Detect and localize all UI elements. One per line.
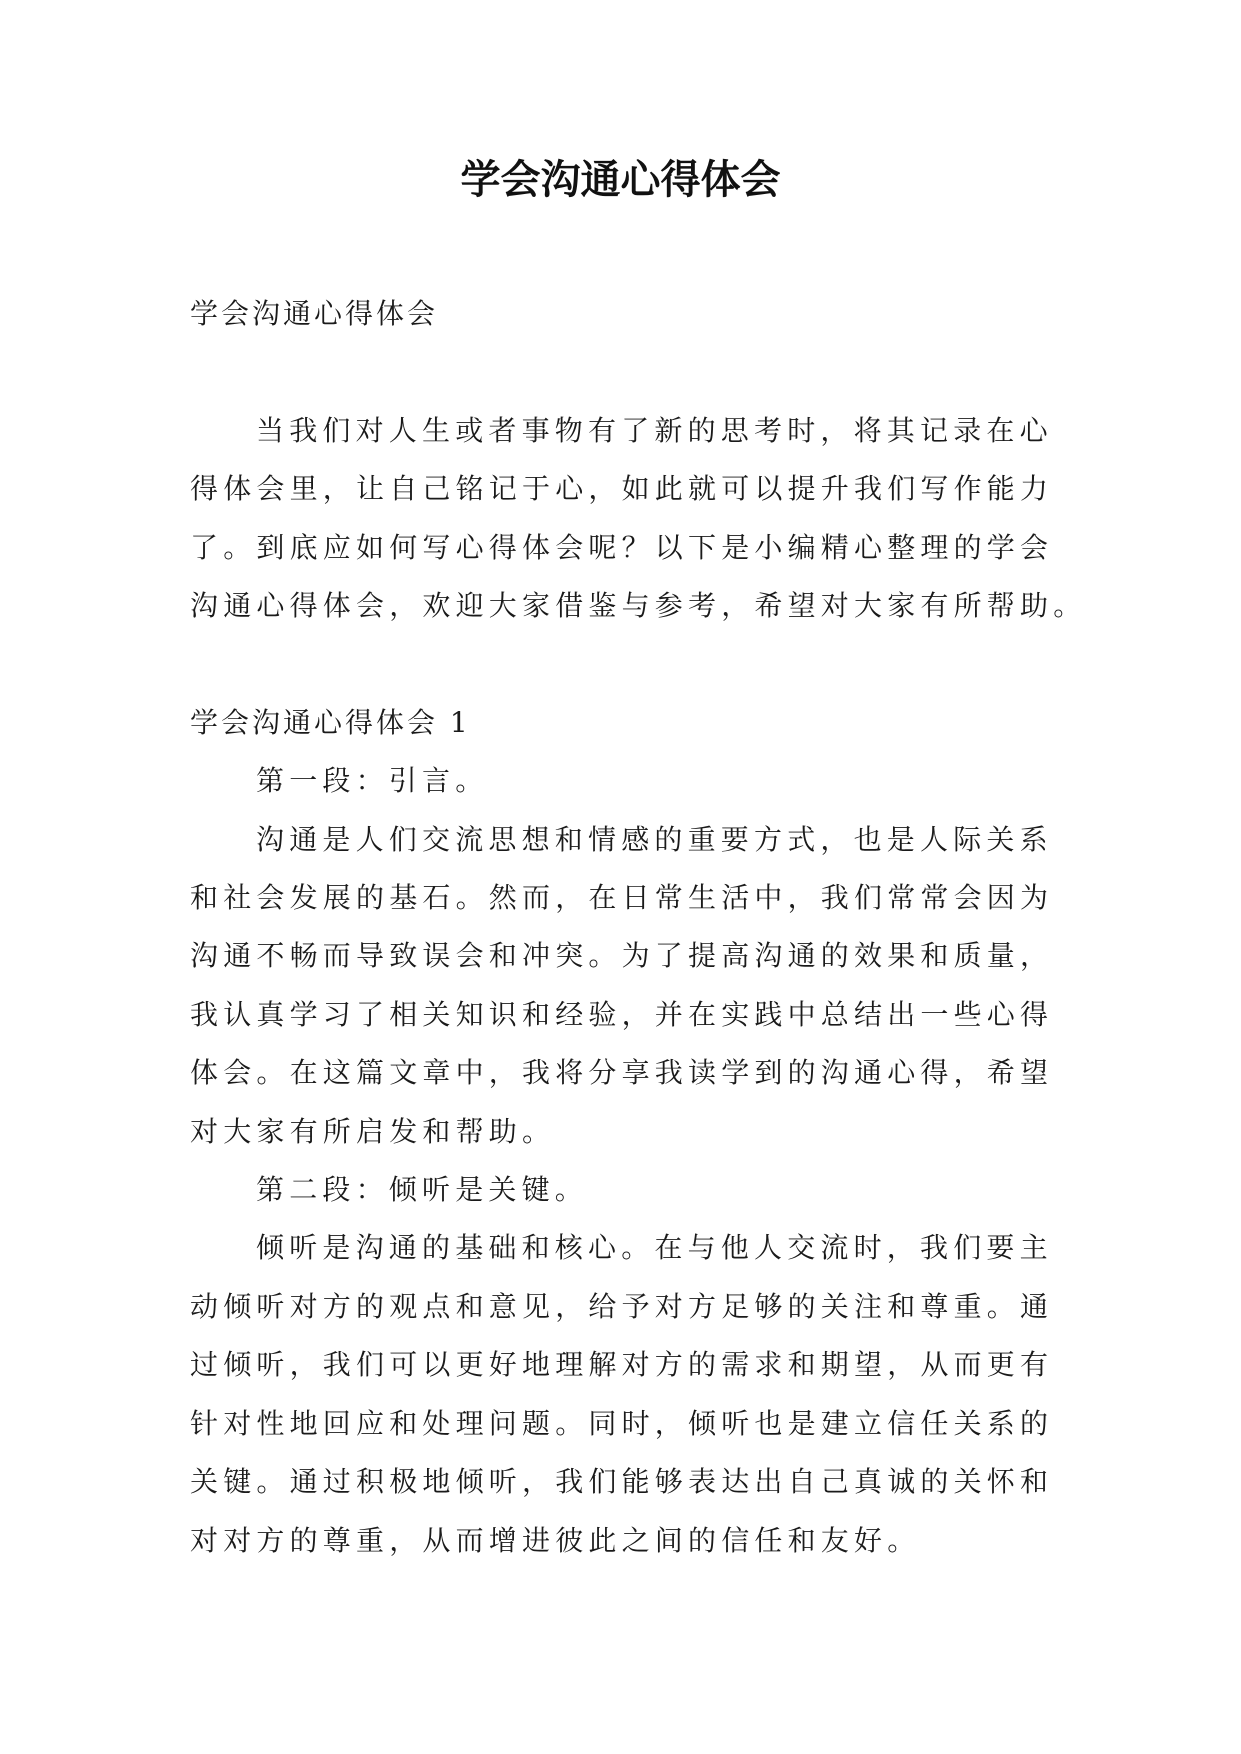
section-heading: 学会沟通心得体会 1 bbox=[190, 705, 471, 739]
subtitle: 学会沟通心得体会 bbox=[190, 297, 439, 330]
intro-line: 得体会里，让自己铭记于心，如此就可以提升我们写作能力 bbox=[190, 472, 1054, 506]
intro-line: 沟通心得体会，欢迎大家借鉴与参考，希望对大家有所帮助。 bbox=[190, 589, 1087, 623]
paragraph-line: 体会。在这篇文章中，我将分享我读学到的沟通心得，希望 bbox=[190, 1056, 1054, 1090]
spacer bbox=[190, 343, 1060, 401]
paragraph-line: 沟通是人们交流思想和情感的重要方式，也是人际关系 bbox=[256, 822, 1053, 856]
paragraph-heading: 第二段：倾听是关键。 bbox=[256, 1173, 589, 1207]
intro-line: 了。到底应如何写心得体会呢？以下是小编精心整理的学会 bbox=[190, 530, 1054, 564]
paragraph-line: 倾听是沟通的基础和核心。在与他人交流时，我们要主 bbox=[256, 1231, 1053, 1265]
paragraph-line: 针对性地回应和处理问题。同时，倾听也是建立信任关系的 bbox=[190, 1406, 1054, 1440]
paragraph-line: 对大家有所启发和帮助。 bbox=[190, 1114, 556, 1148]
document-body bbox=[190, 285, 1087, 1570]
paragraph-line: 关键。通过积极地倾听，我们能够表达出自己真诚的关怀和 bbox=[190, 1465, 1054, 1499]
paragraph-line: 和社会发展的基石。然而，在日常生活中，我们常常会因为 bbox=[190, 881, 1054, 915]
paragraph-heading: 第一段：引言。 bbox=[256, 764, 489, 798]
intro-line: 当我们对人生或者事物有了新的思考时，将其记录在心 bbox=[256, 413, 1053, 447]
paragraph-line: 沟通不畅而导致误会和冲突。为了提高沟通的效果和质量， bbox=[190, 939, 1054, 973]
paragraph-line: 对对方的尊重，从而增进彼此之间的信任和友好。 bbox=[190, 1523, 921, 1557]
paragraph-line: 我认真学习了相关知识和经验，并在实践中总结出一些心得 bbox=[190, 997, 1054, 1031]
paragraph-line: 动倾听对方的观点和意见，给予对方足够的关注和尊重。通 bbox=[190, 1289, 1054, 1323]
spacer bbox=[190, 635, 1060, 693]
paragraph-line: 过倾听，我们可以更好地理解对方的需求和期望，从而更有 bbox=[190, 1348, 1054, 1382]
document-title: 学会沟通心得体会 bbox=[460, 157, 781, 203]
